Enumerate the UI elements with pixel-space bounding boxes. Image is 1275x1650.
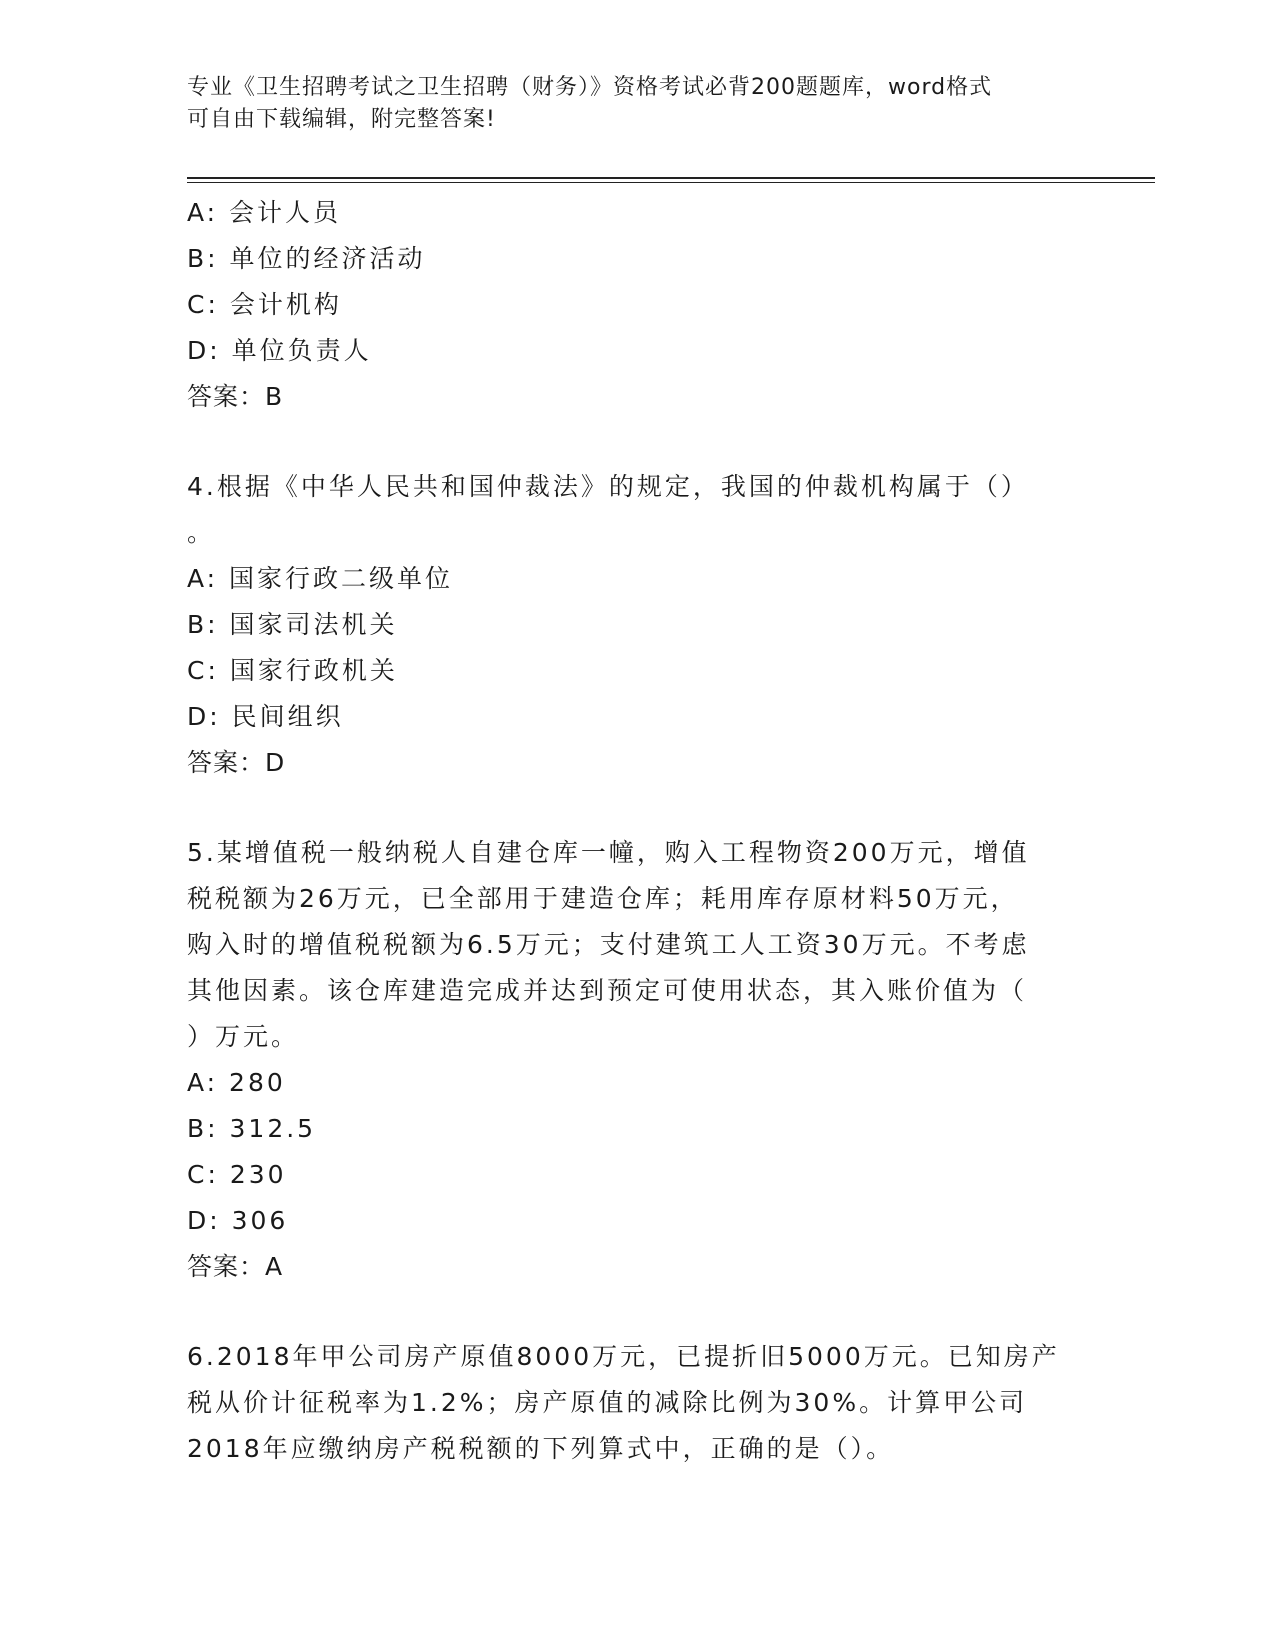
question-5-stem-line-4: 其他因素。该仓库建造完成并达到预定可使用状态，其入账价值为（	[187, 976, 1028, 1005]
question-5-option-d: D: 306	[187, 1206, 289, 1235]
question-4-option-b: B: 国家司法机关	[187, 610, 398, 639]
question-3-option-b: B: 单位的经济活动	[187, 244, 426, 273]
question-4-option-d: D: 民间组织	[187, 702, 344, 731]
question-3-option-a: A: 会计人员	[187, 198, 342, 227]
question-spacer	[187, 786, 1087, 830]
question-5-answer: 答案：A	[187, 1252, 284, 1281]
question-spacer	[187, 1290, 1087, 1334]
header-title-line-1: 专业《卫生招聘考试之卫生招聘（财务）》资格考试必背200题题库，word格式	[187, 75, 993, 100]
question-6-block	[187, 1334, 1087, 1472]
question-3-option-c: C: 会计机构	[187, 290, 342, 319]
question-3-block	[187, 190, 1087, 420]
question-6-stem-line-2: 税从价计征税率为1.2%；房产原值的减除比例为30%。计算甲公司	[187, 1388, 1028, 1417]
question-4-stem-line-1: 4.根据《中华人民共和国仲裁法》的规定，我国的仲裁机构属于（）	[187, 472, 1029, 501]
question-list	[187, 190, 1087, 1472]
question-5-option-b: B: 312.5	[187, 1114, 317, 1143]
question-3-answer: 答案：B	[187, 382, 284, 411]
question-5-stem-line-5: ）万元。	[187, 1022, 300, 1051]
question-4-answer: 答案：D	[187, 748, 286, 777]
question-4-block	[187, 464, 1087, 786]
document-header	[187, 72, 1087, 136]
question-6-stem-line-1: 6.2018年甲公司房产原值8000万元，已提折旧5000万元。已知房产	[187, 1342, 1060, 1371]
question-5-block	[187, 830, 1087, 1290]
question-4-stem-line-2: 。	[187, 518, 216, 547]
question-5-option-c: C: 230	[187, 1160, 287, 1189]
question-5-stem-line-1: 5.某增值税一般纳税人自建仓库一幢，购入工程物资200万元，增值	[187, 838, 1030, 867]
header-divider-thin	[187, 182, 1155, 183]
question-5-stem-line-2: 税税额为26万元，已全部用于建造仓库；耗用库存原材料50万元，	[187, 884, 1019, 913]
header-divider-thick	[187, 177, 1155, 179]
question-spacer	[187, 420, 1087, 464]
question-5-stem-line-3: 购入时的增值税税额为6.5万元；支付建筑工人工资30万元。不考虑	[187, 930, 1030, 959]
question-6-stem-line-3: 2018年应缴纳房产税税额的下列算式中，正确的是（）。	[187, 1434, 895, 1463]
question-3-option-d: D: 单位负责人	[187, 336, 372, 365]
question-4-option-c: C: 国家行政机关	[187, 656, 398, 685]
question-5-option-a: A: 280	[187, 1068, 286, 1097]
question-4-option-a: A: 国家行政二级单位	[187, 564, 454, 593]
header-title-line-2: 可自由下载编辑，附完整答案!	[187, 107, 496, 132]
